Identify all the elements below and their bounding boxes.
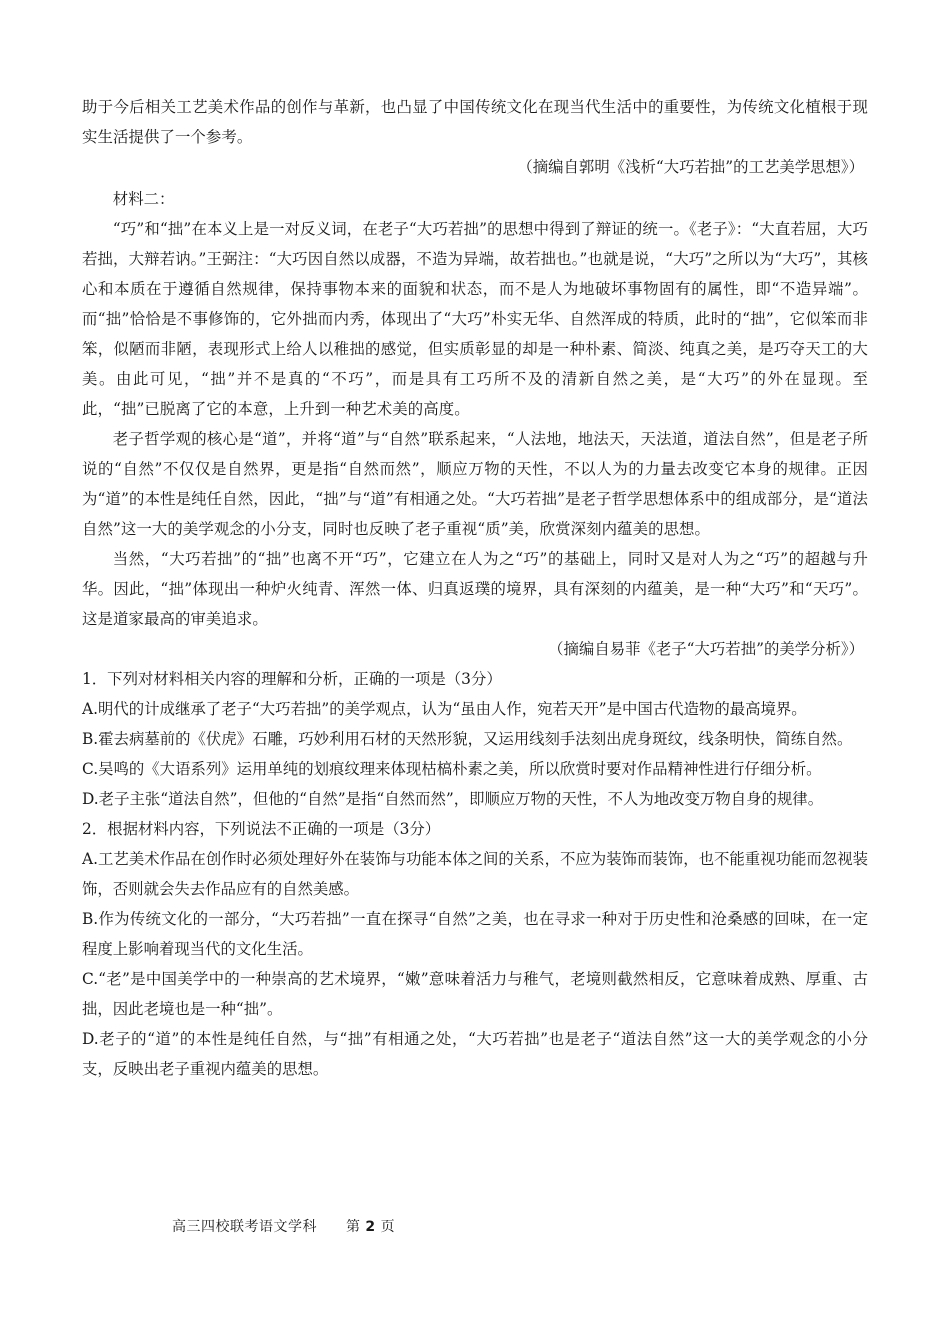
intro-paragraph: 助于今后相关工艺美术作品的创作与革新，也凸显了中国传统文化在现当代生活中的重要性，为传统文化植根于现实生活提供了一个参考。 <box>82 98 868 146</box>
page-suffix: 页 <box>380 1219 396 1235</box>
question-2-stem: 2．根据材料内容，下列说法不正确的一项是（3分） <box>82 820 441 838</box>
question-1-option-d: D.老子主张“道法自然”，但他的“自然”是指“自然而然”，即顺应万物的天性，不人为地改变万物自身的规律。 <box>82 790 824 808</box>
material-2-paragraph: 老子哲学观的核心是“道”，并将“道”与“自然”联系起来，“人法地，地法天，天法道，道法自然”，但是老子所说的“自然”不仅仅是自然界，更是指“自然而然”，顺应万物的天性，不以人为的力量去改变它本身的规律。正因为“道”的本性是纯任自然，因此，“拙”与“道”有相通之处。“大巧若拙”是老子哲学思想体系中的组成部分，是“道法自然”这一大的美学观念的小分支，同时也反映了老子重视“质”美，欣赏深刻内蕴美的思想。 <box>82 430 868 538</box>
material-2-label: 材料二： <box>112 190 175 208</box>
source-citation-2: （摘编自易菲《老子“大巧若拙”的美学分析》） <box>548 640 864 658</box>
question-2-option-c: C.“老”是中国美学中的一种崇高的艺术境界，“嫩”意味着活力与稚气，老境则截然相反，它意味着成熟、厚重、古拙，因此老境也是一种“拙”。 <box>82 970 868 1018</box>
exam-name: 高三四校联考语文学科 <box>172 1219 317 1235</box>
question-1-option-a: A.明代的计成继承了老子“大巧若拙”的美学观点，认为“虽由人作，宛若天开”是中国古代造物的最高境界。 <box>82 700 807 718</box>
material-2-paragraph: “巧”和“拙”在本义上是一对反义词，在老子“大巧若拙”的思想中得到了辩证的统一。《老子》：“大直若屈，大巧若拙，大辩若讷。”王弼注：“大巧因自然以成器，不造为异端，故若拙也。”也就是说，“大巧”之所以为“大巧”，其核心和本质在于遵循自然规律，保持事物本来的面貌和状态，而不是人为地破坏事物固有的属性，即“不造异端”。而“拙”恰恰是不事修饰的，它外拙而内秀，体现出了“大巧”朴实无华、自然浑成的特质，此时的“拙”，它似笨而非笨，似陋而非陋，表现形式上给人以稚拙的感觉，但实质彰显的却是一种朴素、简淡、纯真之美，是巧夺天工的大美。由此可见，“拙”并不是真的“不巧”，而是具有工巧所不及的清新自然之美，是“大巧”的外在显现。至此，“拙”已脱离了它的本意，上升到一种艺术美的高度。 <box>82 220 868 418</box>
source-citation-1: （摘编自郭明《浅析“大巧若拙”的工艺美学思想》） <box>517 158 864 176</box>
document-body <box>82 92 868 1084</box>
question-2-option-b: B.作为传统文化的一部分，“大巧若拙”一直在探寻“自然”之美，也在寻求一种对于历史性和沧桑感的回味，在一定程度上影响着现当代的文化生活。 <box>82 910 868 958</box>
question-2 <box>82 814 868 1084</box>
page-indicator <box>346 1219 395 1235</box>
question-2-option-d: D.老子的“道”的本性是纯任自然，与“拙”有相通之处，“大巧若拙”也是老子“道法自然”这一大的美学观念的小分支，反映出老子重视内蕴美的思想。 <box>82 1030 868 1078</box>
page-footer <box>172 1216 395 1236</box>
material-2-paragraph: 当然，“大巧若拙”的“拙”也离不开“巧”，它建立在人为之“巧”的基础上，同时又是对人为之“巧”的超越与升华。因此，“拙”体现出一种炉火纯青、浑然一体、归真返璞的境界，具有深刻的内蕴美，是一种“大巧”和“天巧”。这是道家最高的审美追求。 <box>82 550 868 628</box>
page-number: 2 <box>365 1219 376 1235</box>
question-1-option-c: C.吴鸣的《大语系列》运用单纯的划痕纹理来体现枯槁朴素之美，所以欣赏时要对作品精神性进行仔细分析。 <box>82 760 822 778</box>
question-1 <box>82 664 868 814</box>
question-1-option-b: B.霍去病墓前的《伏虎》石雕，巧妙利用石材的天然形貌，又运用线刻手法刻出虎身斑纹，线条明快，简练自然。 <box>82 730 853 748</box>
question-1-stem: 1．下列对材料相关内容的理解和分析，正确的一项是（3分） <box>82 670 502 688</box>
page-prefix: 第 <box>345 1219 361 1235</box>
question-2-option-a: A.工艺美术作品在创作时必须处理好外在装饰与功能本体之间的关系，不应为装饰而装饰，也不能重视功能而忽视装饰，否则就会失去作品应有的自然美感。 <box>82 850 868 898</box>
